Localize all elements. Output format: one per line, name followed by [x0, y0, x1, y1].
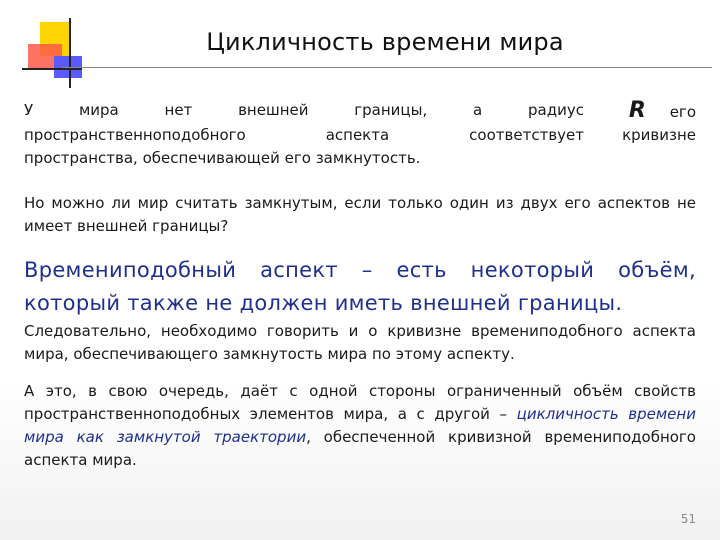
- p5-after: , обеспеченной кривизной времениподобного аспекта мира.: [24, 428, 696, 469]
- p5-italic: цикличность времени мира как замкнутой траектории: [24, 405, 696, 446]
- p1-line-1: У мира нет внешней границы, а радиус: [24, 101, 584, 119]
- paragraph-3-highlight: [24, 254, 696, 320]
- title-underline: [62, 67, 712, 68]
- p1-line-2-right: кривизне: [622, 126, 696, 144]
- p1-line-3: пространства, обеспечивающей его замкнутость.: [24, 149, 421, 167]
- p4-text: Следовательно, необходимо говорить и о кривизне времениподобного аспекта мира, обеспечивающего замкнутость мира по этому аспекту.: [24, 322, 696, 363]
- p5-text: [24, 380, 696, 472]
- paragraph-4: [24, 320, 696, 366]
- p1-line-1-right: [610, 99, 696, 124]
- paragraph-1: [24, 99, 696, 170]
- paragraph-5: [24, 380, 696, 472]
- page-number: 51: [680, 512, 696, 526]
- p3-text: Времениподобный аспект – есть некоторый объём, который также не должен иметь внешней границы.: [24, 258, 696, 315]
- p1-line-2: пространственноподобного аспекта соответствует: [24, 126, 584, 144]
- paragraph-2: [24, 192, 696, 238]
- p2-text: Но можно ли мир считать замкнутым, если только один из двух его аспектов не имеет внешней границы?: [24, 194, 696, 235]
- radius-symbol: R: [628, 98, 646, 123]
- p5-before: А это, в свою очередь, даёт с одной стороны ограниченный объём свойств пространственноподобных элементов мира, а с другой –: [24, 382, 696, 423]
- slide-title: Цикличность времени мира: [206, 28, 564, 56]
- p1-line-1-end: его: [669, 103, 696, 121]
- logo-horizontal-line: [22, 68, 82, 70]
